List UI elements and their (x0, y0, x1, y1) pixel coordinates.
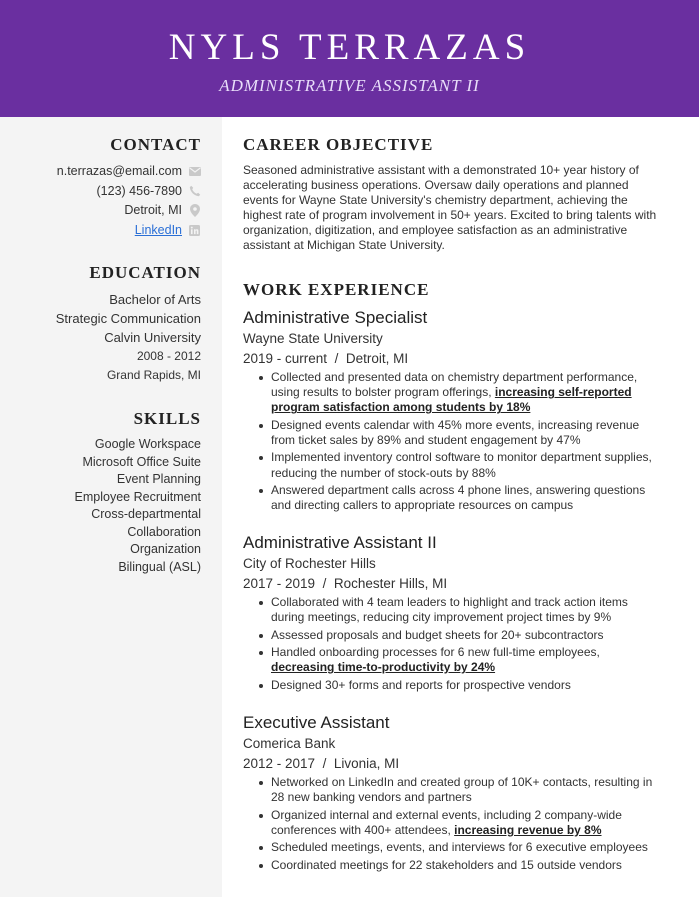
bullet-text: Collaborated with 4 team leaders to highlight and track action items during meetings, reducing city improvement project times by 9% (271, 595, 628, 625)
skill-item: Bilingual (ASL) (118, 559, 201, 574)
bullet-text: Handled onboarding processes for 6 new full-time employees, (271, 644, 600, 659)
bullet-highlight: decreasing time-to-productivity by 24% (271, 660, 496, 675)
education-heading: EDUCATION (89, 263, 201, 282)
job-location: Detroit, MI (345, 351, 409, 366)
contact-heading: CONTACT (110, 135, 201, 154)
bullet-item (257, 645, 657, 675)
bullet-item (257, 483, 657, 513)
bullet-item (257, 858, 657, 873)
skill-item: Cross-departmental (91, 507, 201, 521)
job-separator: / (322, 576, 327, 591)
linkedin-link[interactable]: LinkedIn (134, 222, 182, 237)
education-school: Calvin University (104, 330, 201, 345)
contact-email[interactable]: n.terrazas@email.com (56, 164, 182, 178)
job-separator: / (334, 351, 339, 366)
job-entry (243, 712, 663, 875)
contact-location: Detroit, MI (124, 203, 182, 217)
job-meta (243, 574, 663, 594)
job-title: Administrative Specialist (243, 308, 428, 327)
bullet-highlight: increasing self-reported program satisfaction among students by 18% (271, 385, 632, 415)
job-location: Livonia, MI (333, 756, 400, 771)
job-dates: 2012 - 2017 (243, 756, 316, 771)
bullet-text: Collected and presented data on chemistry department performance, using results to bolster program offerings, (271, 370, 638, 400)
job-bullets (257, 775, 663, 873)
bullet-item (257, 418, 657, 448)
skills-section (1, 409, 201, 576)
job-meta (243, 754, 663, 774)
bullet-text: Coordinated meetings for 22 stakeholders and 15 outside vendors (271, 857, 622, 872)
bullet-item (257, 808, 657, 838)
job-dates: 2017 - 2019 (243, 576, 316, 591)
job-company: Wayne State University (243, 331, 383, 346)
bullet-text: Organized internal and external events, including 2 company-wide conferences with 400+ attendees, (271, 807, 622, 837)
job-dates: 2019 - current (243, 351, 328, 366)
job-company: Comerica Bank (243, 736, 336, 751)
contact-location-row (1, 201, 201, 221)
bullet-item (257, 628, 657, 643)
bullet-item (257, 595, 657, 625)
bullet-text: Implemented inventory control software to monitor department supplies, reducing the number of stock-outs by 88% (271, 450, 652, 480)
skills-heading: SKILLS (133, 409, 201, 428)
map-pin-icon (188, 204, 201, 217)
job-entry (243, 307, 663, 516)
job-title: Executive Assistant (243, 713, 390, 732)
skill-item: Event Planning (116, 472, 201, 486)
education-major: Strategic Communication (55, 311, 201, 326)
candidate-name: NYLS TERRAZAS (168, 27, 531, 68)
objective-heading: CAREER OBJECTIVE (243, 135, 434, 154)
contact-email-row (1, 162, 201, 182)
skill-item: Organization (130, 542, 201, 556)
sidebar (0, 117, 222, 897)
education-degree: Bachelor of Arts (109, 292, 201, 307)
job-separator: / (322, 756, 327, 771)
skill-item: Microsoft Office Suite (82, 454, 201, 469)
bullet-text: Answered department calls across 4 phone lines, answering questions and directing callers to appropriate resources on campus (271, 482, 646, 513)
bullet-text: Assessed proposals and budget sheets for 20+ subcontractors (271, 627, 604, 642)
experience-heading: WORK EXPERIENCE (243, 280, 430, 299)
skill-item: Google Workspace (94, 437, 201, 451)
job-entry (243, 532, 663, 695)
bullet-text: Scheduled meetings, events, and interviews for 6 executive employees (271, 840, 648, 855)
bullet-item (257, 678, 657, 693)
education-location: Grand Rapids, MI (106, 367, 201, 382)
bullet-text: Designed 30+ forms and reports for prospective vendors (271, 677, 571, 692)
skill-item: Employee Recruitment (74, 489, 201, 504)
contact-phone[interactable]: (123) 456-7890 (96, 183, 182, 198)
candidate-title: ADMINISTRATIVE ASSISTANT II (219, 76, 480, 95)
job-title: Administrative Assistant II (243, 533, 437, 552)
job-company: City of Rochester Hills (243, 556, 376, 571)
bullet-item (257, 370, 657, 416)
contact-linkedin-row (1, 221, 201, 241)
bullet-item (257, 840, 657, 855)
education-years: 2008 - 2012 (136, 349, 201, 363)
phone-icon (188, 185, 201, 198)
bullet-highlight: increasing revenue by 8% (454, 822, 602, 837)
resume-header (0, 0, 699, 117)
education-section (1, 263, 201, 384)
bullet-item (257, 450, 657, 480)
linkedin-icon[interactable] (188, 224, 201, 237)
job-meta (243, 349, 663, 369)
bullet-text: Designed events calendar with 45% more events, increasing revenue from ticket sales by 89% and student engagement by 47% (271, 417, 640, 447)
contact-section (1, 135, 201, 240)
objective-text: Seasoned administrative assistant with a demonstrated 10+ year history of accelerating business operations. Oversaw daily operations and planned events for Wayne State University's chemistry department, achieving the highest rate of program involvement in 50+ years. Excited to bring talents with organization, digitization, and employee satisfaction as an administrative assistant at Michigan State University. (243, 163, 657, 253)
job-location: Rochester Hills, MI (333, 576, 448, 591)
contact-phone-row (1, 182, 201, 202)
job-bullets (257, 595, 663, 693)
bullet-text: Networked on LinkedIn and created group of 10K+ contacts, resulting in 28 new banking vendors and partners (271, 775, 653, 805)
bullet-item (257, 775, 657, 805)
skill-item: Collaboration (127, 524, 201, 539)
envelope-icon (188, 165, 201, 178)
job-bullets (257, 370, 663, 513)
